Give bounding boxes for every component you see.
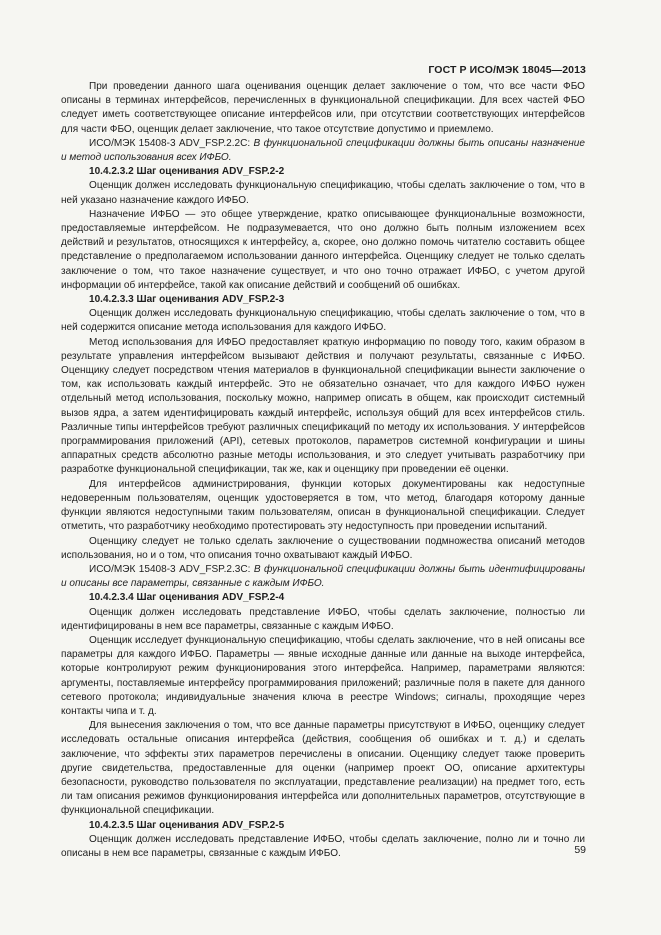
requirement-reference: ИСО/МЭК 15408-3 ADV_FSP.2.2C: — [89, 137, 251, 149]
page-number: 59 — [574, 844, 586, 856]
body-paragraph: Оценщик должен исследовать представление ИФБО, чтобы сделать заключение, полно ли и точно ли описаны в нем все параметры, связанные с каждым ИФБО. — [61, 833, 585, 859]
page-content — [61, 80, 585, 861]
requirement-text: В функциональной спецификации должны быть описаны назначение и метод использования всех ИФБО. — [61, 137, 585, 164]
standard-header: ГОСТ Р ИСО/МЭК 18045—2013 — [428, 64, 586, 76]
body-paragraph: Назначение ИФБО — это общее утверждение, кратко описывающее функциональные возможности, предоставляемые интерфейсом. Не подразумевается, что оно должно быть полным изложением всех действий и результатов, относящихся к интерфейсу, а, скорее, оно должно помочь читателю составить общее представление о предполагаемом использовании данного интерфейса. Оценщику следует не только сделать заключение о том, что такое назначение существует, и что оно точно отражает ИФБО, с учетом другой информации об интерфейсе, такой как описание действий и сообщений об ошибках. — [61, 208, 585, 291]
body-paragraph: Для интерфейсов администрирования, функции которых документированы как недоступные недоверенным пользователям, оценщик удостоверяется в том, что метод, благодаря которому данные функции являются недоступными таким пользователям, описан в функциональной спецификации. Следует отметить, что разработчику необходимо протестировать эту недоступность при проведении испытаний. — [61, 478, 585, 533]
body-paragraph: Оценщик должен исследовать функциональную спецификацию, чтобы сделать заключение о том, что в ней содержится описание метода использования для каждого ИФБО. — [61, 308, 585, 334]
requirement-paragraph — [61, 563, 585, 591]
body-paragraph: При проведении данного шага оценивания оценщик делает заключение о том, что все части ФБО описаны в терминах интерфейсов, перечисленных в функциональной спецификации. Для всех частей ФБО следует иметь соответствующее описание интерфейсов или, при отсутствии соответствующих интерфейсов для части ФБО, оценщик делает заключение, что такое отсутствие допустимо и приемлемо. — [61, 81, 585, 135]
body-paragraph: Оценщик должен исследовать представление ИФБО, чтобы сделать заключение, полностью ли идентифицированы в нем все параметры, связанные с каждым ИФБО. — [61, 606, 585, 632]
body-paragraph: Метод использования для ИФБО предоставляет краткую информацию по поводу того, каким образом в результате управления интерфейсом вызывают действия и получают результаты, связанные с ИФБО. Оценщику следует посредством чтения материалов в функциональной спецификации вынести заключение о том, как использовать каждый интерфейс. Это не обязательно означает, что для каждого ИФБО нужен отдельный метод использования, поскольку можно, например описать в общем, как происходит системный вызов ядра, а затем идентифицировать каждый интерфейс, используя общий для всех интерфейсов стиль. Различные типы интерфейсов требуют различных спецификаций по методу их использования. У интерфейсов программирования приложений (API), сетевых протоколов, параметров системной конфигурации и шины аппаратных средств абсолютно разные методы использования, и это следует учитывать разработчику при разработке функциональной спецификации, так же, как и оценщику при проведении её оценки. — [61, 336, 585, 476]
body-paragraph: Оценщик должен исследовать функциональную спецификацию, чтобы сделать заключение о том, что в ней указано назначение каждого ИФБО. — [61, 180, 585, 206]
body-paragraph: Для вынесения заключения о том, что все данные параметры присутствуют в ИФБО, оценщику следует исследовать остальные описания интерфейса (действия, сообщения об ошибках и т. д.) и сделать заключение, что эффекты этих параметров перечислены в описании. Оценщику следует также проверить другие свидетельства, предоставленные для оценки (например проект ОО, описание архитектуры безопасности, руководство пользователя по эксплуатации, представление реализации) на предмет того, есть ли там описания режимов функционирования интерфейса или дополнительных параметров, отсутствующие в функциональной спецификации. — [61, 720, 585, 817]
body-paragraph: Оценщику следует не только сделать заключение о существовании подмножества описаний методов использования, но и о том, что описания точно охватывают каждый ИФБО. — [61, 535, 585, 561]
section-heading: 10.4.2.3.2 Шаг оценивания ADV_FSP.2-2 — [89, 166, 285, 178]
section-heading: 10.4.2.3.5 Шаг оценивания ADV_FSP.2-5 — [89, 819, 285, 831]
body-paragraph: Оценщик исследует функциональную спецификацию, чтобы сделать заключение, что в ней описаны все параметры для каждого ИФБО. Параметры — явные исходные данные или данные на выходе интерфейса, которые контролируют режим функционирования этого интерфейса. Например, параметрами являются: аргументы, поставляемые интерфейсу программирования приложений; различные поля в пакете для данного сетевого протокола; индивидуальные значения ключа в реестре Windows; сигналы, проходящие через контакты чипа и т. д. — [61, 634, 585, 717]
requirement-reference: ИСО/МЭК 15408-3 ADV_FSP.2.3C: — [89, 563, 251, 575]
requirement-paragraph — [61, 137, 585, 165]
requirement-text: В функциональной спецификации должны быть идентифицированы и описаны все параметры, связанные с каждым ИФБО. — [61, 563, 585, 590]
section-heading: 10.4.2.3.4 Шаг оценивания ADV_FSP.2-4 — [89, 592, 285, 604]
section-heading: 10.4.2.3.3 Шаг оценивания ADV_FSP.2-3 — [89, 294, 285, 306]
